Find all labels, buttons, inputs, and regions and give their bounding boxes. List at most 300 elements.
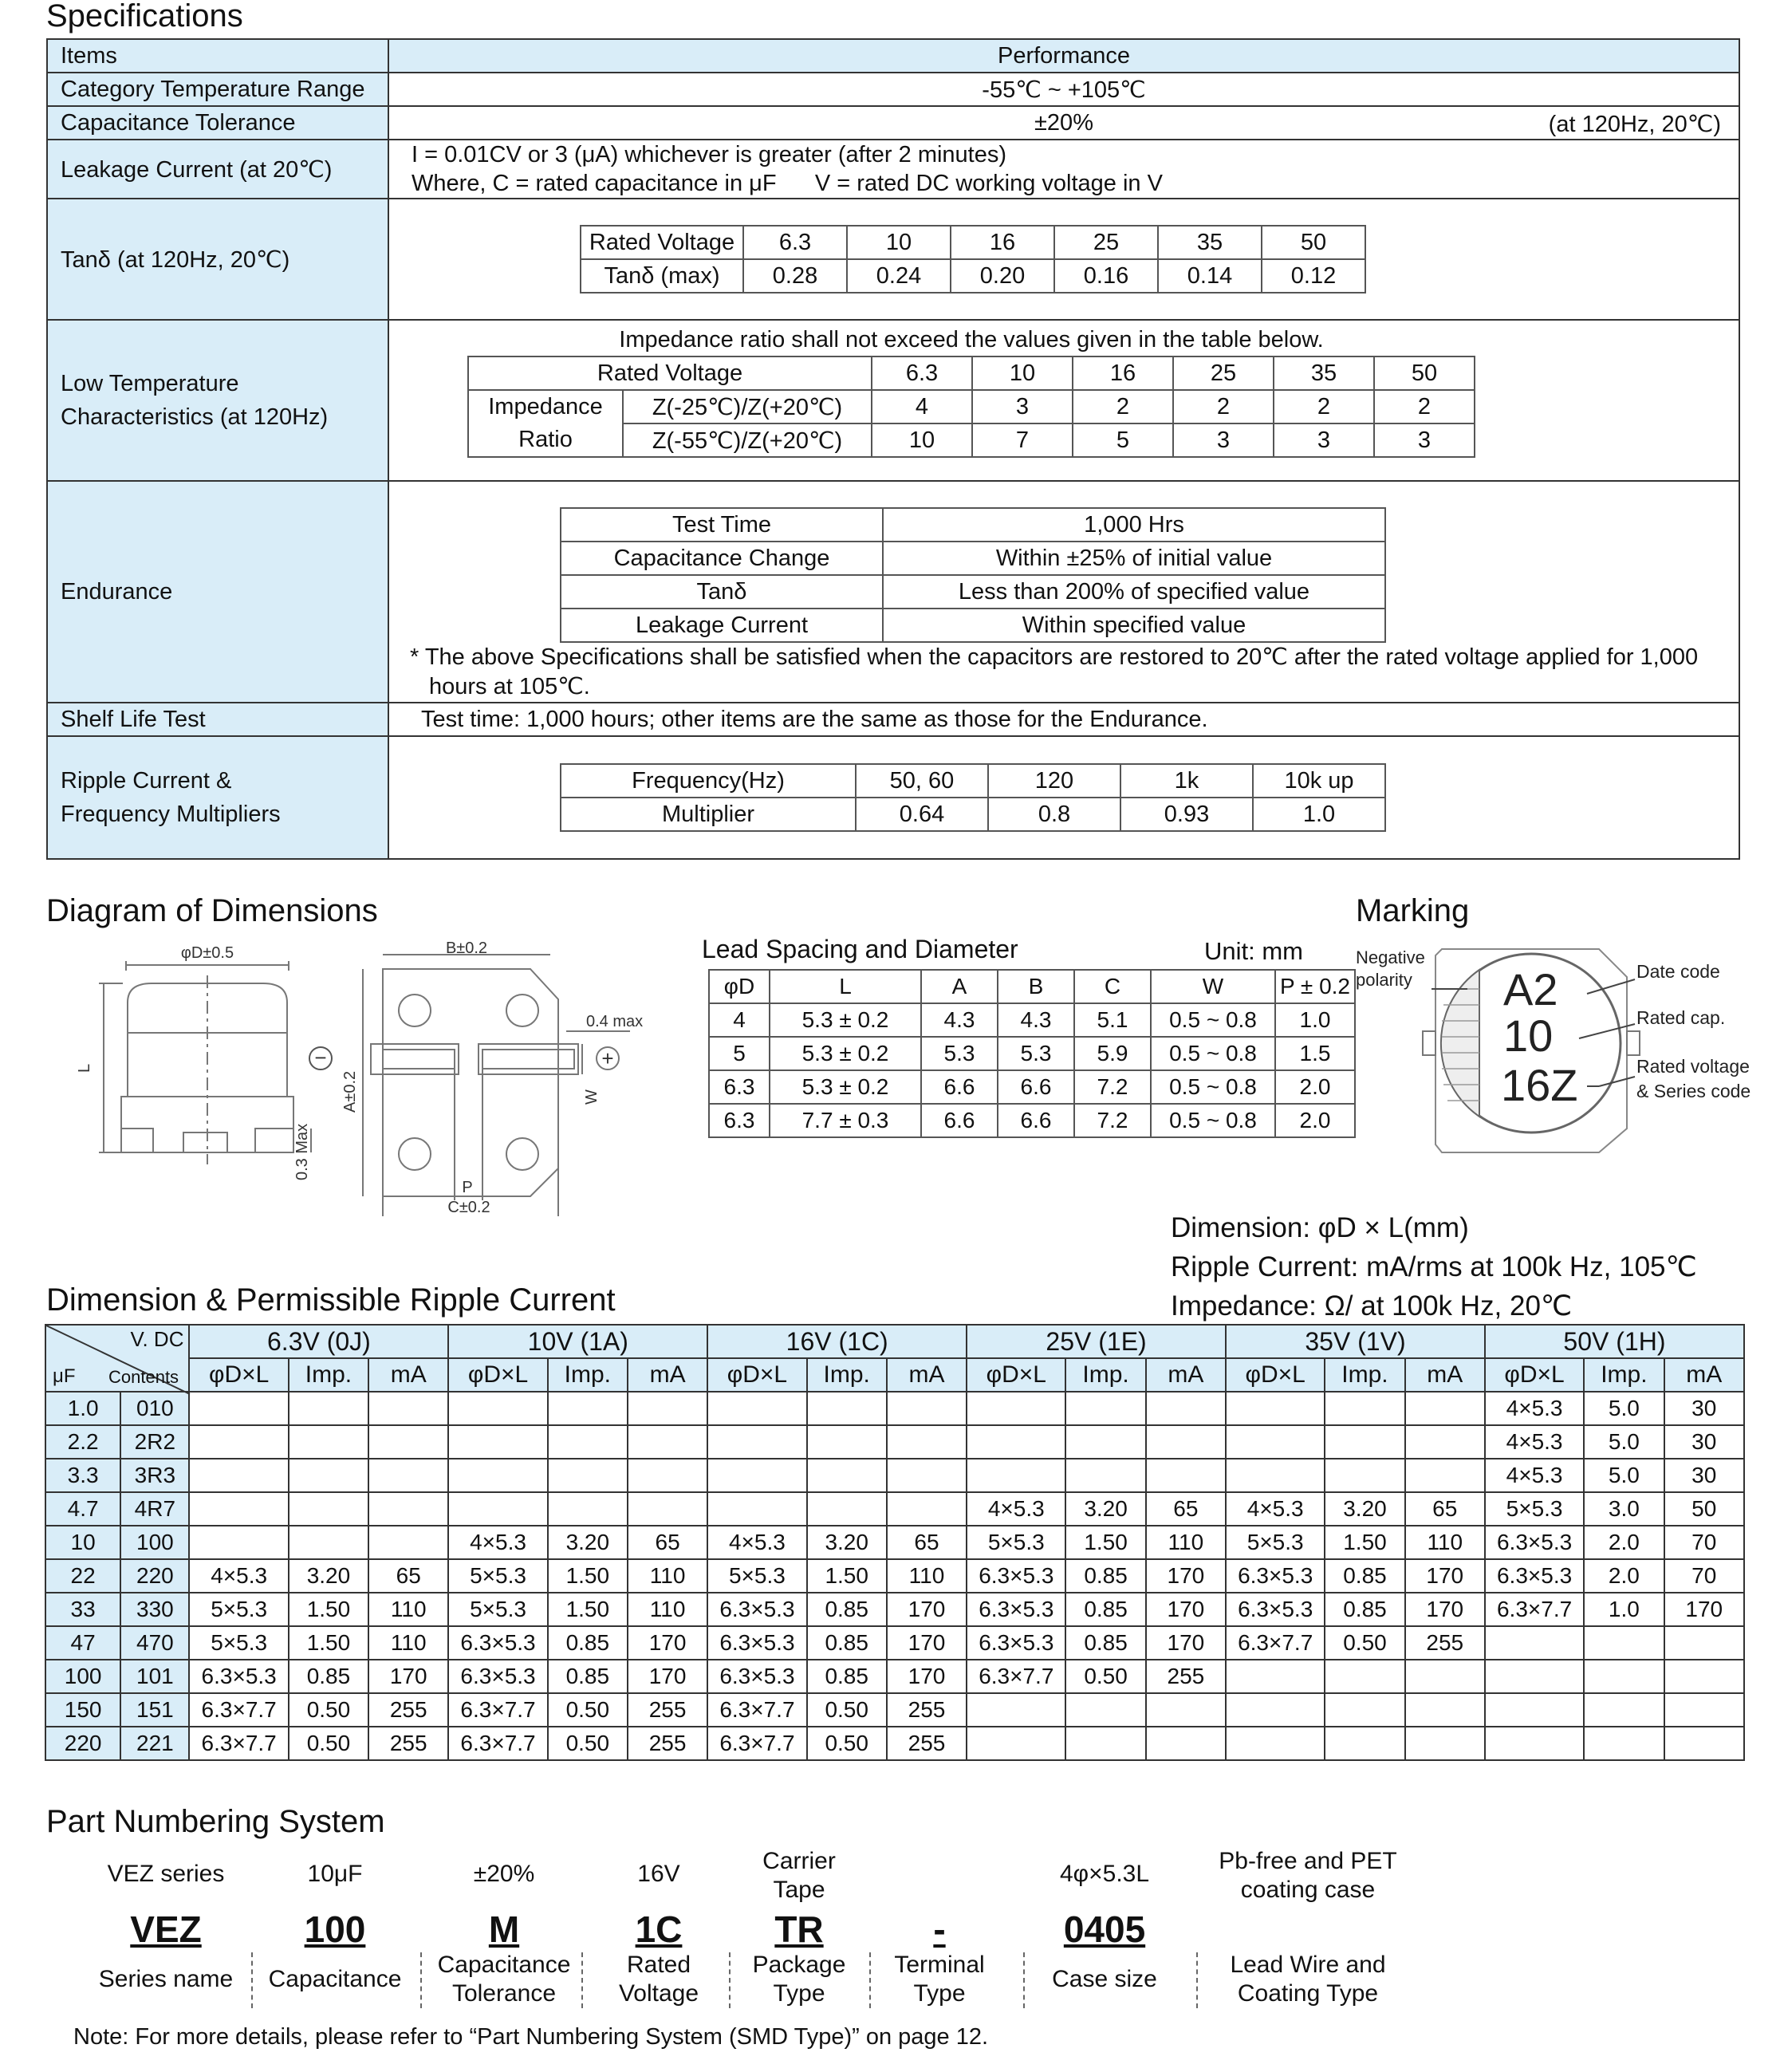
- dim-cell: 5.1: [1074, 1003, 1151, 1037]
- voltage-header: 50V (1H): [1485, 1325, 1744, 1358]
- end-key: Leakage Current: [561, 609, 883, 642]
- ripple-cell: 1.50: [1065, 1526, 1145, 1559]
- ripple-subheader: φD×L: [189, 1358, 288, 1392]
- code-cell: 2R2: [120, 1425, 189, 1459]
- part-bottom-label: Terminal Type: [894, 1952, 985, 2007]
- ripple-cell: 0.50: [289, 1693, 368, 1727]
- capacitance-cell: 33: [45, 1593, 120, 1626]
- part-separator: [1023, 1952, 1025, 2008]
- ripple-subheader: Imp.: [289, 1358, 368, 1392]
- low-temp-label-1: Low Temperature: [61, 371, 239, 396]
- ripple-cell: 6.3×7.7: [1226, 1626, 1325, 1660]
- ripple-cell: [448, 1459, 547, 1492]
- ripple-cell: [1146, 1693, 1226, 1727]
- part-code: 1C: [635, 1909, 683, 1950]
- low-b: 3: [1274, 423, 1374, 457]
- mult-val: 0.64: [856, 798, 988, 831]
- ripple-cell: 5×5.3: [1485, 1492, 1584, 1526]
- dim-cell: 0.5 ~ 0.8: [1151, 1037, 1275, 1070]
- unit-label: Unit: mm: [1204, 937, 1303, 965]
- ripple-cell: [628, 1459, 707, 1492]
- lead-spacing-title: Lead Spacing and Diameter: [702, 935, 1018, 963]
- part-code: 100: [304, 1909, 366, 1950]
- tan-val: 0.24: [847, 259, 951, 293]
- table-row: [709, 1104, 1355, 1137]
- endurance-label: Endurance: [47, 481, 388, 703]
- ripple-subheader: mA: [887, 1358, 967, 1392]
- ripple-cell: [967, 1693, 1065, 1727]
- z25-label: Z(-25℃)/Z(+20℃): [623, 390, 872, 423]
- part-code: 0405: [1063, 1909, 1146, 1950]
- dim-cell: 5.3 ± 0.2: [770, 1070, 921, 1104]
- dim-cell: 0.5 ~ 0.8: [1151, 1070, 1275, 1104]
- ripple-cell: 170: [1146, 1593, 1226, 1626]
- ripple-cell: 2.0: [1584, 1559, 1664, 1593]
- low-a: 2: [1173, 390, 1274, 423]
- ripple-cell: [1664, 1660, 1745, 1693]
- table-row: [45, 1593, 1744, 1626]
- ripple-cell: 65: [887, 1526, 967, 1559]
- ripple-cell: [1405, 1425, 1485, 1459]
- ripple-cell: 6.3×5.3: [1485, 1526, 1584, 1559]
- ripple-cell: 0.50: [548, 1693, 628, 1727]
- part-code: TR: [774, 1909, 824, 1950]
- ripple-cell: [368, 1526, 448, 1559]
- ripple-cell: [189, 1526, 288, 1559]
- tolerance-label: Capacitance Tolerance: [47, 106, 388, 140]
- leakage-label: Leakage Current (at 20℃): [47, 140, 388, 199]
- part-bottom-label: Series name: [98, 1966, 234, 1992]
- ripple-cell: [1065, 1693, 1145, 1727]
- part-bottom-label: Capacitance Tolerance: [437, 1952, 571, 2007]
- ripple-cell: 6.3×7.7: [967, 1660, 1065, 1693]
- dim-header: C: [1074, 970, 1151, 1003]
- ripple-cell: [1584, 1727, 1664, 1760]
- ripple-cell: [1485, 1626, 1584, 1660]
- ripple-cell: 5×5.3: [448, 1593, 547, 1626]
- low-b: 3: [1173, 423, 1274, 457]
- ripple-cell: 6.3×5.3: [1485, 1559, 1584, 1593]
- shelf-label: Shelf Life Test: [47, 703, 388, 736]
- ripple-cell: [1065, 1392, 1145, 1425]
- ripple-cell: 30: [1664, 1392, 1745, 1425]
- ripple-cell: 4×5.3: [448, 1526, 547, 1559]
- code-cell: 100: [120, 1526, 189, 1559]
- part-separator: [251, 1952, 253, 2008]
- code-cell: 4R7: [120, 1492, 189, 1526]
- ripple-cell: [289, 1492, 368, 1526]
- marking-rated-voltage: 16Z: [1501, 1060, 1578, 1110]
- ripple-cell: [1405, 1459, 1485, 1492]
- ripple-cell: 6.3×5.3: [1226, 1593, 1325, 1626]
- part-top-label: 10μF: [307, 1861, 363, 1887]
- ripple-cell: 6.3×7.7: [707, 1693, 806, 1727]
- part-numbering-note: Note: For more details, please refer to “Part Numbering System (SMD Type)” on page 12.: [73, 2024, 989, 2050]
- date-code-label: Date code: [1636, 961, 1720, 982]
- ripple-cell: [548, 1492, 628, 1526]
- legend-ripple: Ripple Current: mA/rms at 100k Hz, 105℃: [1171, 1251, 1697, 1282]
- part-top-label: ±20%: [473, 1861, 535, 1887]
- ripple-cell: [628, 1425, 707, 1459]
- ripple-cell: 0.85: [807, 1660, 887, 1693]
- tan-val: 0.14: [1158, 259, 1262, 293]
- ripple-cell: [807, 1459, 887, 1492]
- voltage-header: 35V (1V): [1226, 1325, 1485, 1358]
- ripple-cell: 0.85: [1065, 1593, 1145, 1626]
- shelf-value: Test time: 1,000 hours; other items are the same as those for the Endurance.: [388, 703, 1739, 736]
- ripple-cell: 5.0: [1584, 1459, 1664, 1492]
- code-cell: 010: [120, 1392, 189, 1425]
- ripple-cell: [448, 1492, 547, 1526]
- ripple-cell: [368, 1492, 448, 1526]
- tan-val: 0.16: [1054, 259, 1158, 293]
- part-separator: [869, 1952, 871, 2008]
- ripple-subheader: mA: [1146, 1358, 1226, 1392]
- part-top-label: 16V: [637, 1861, 680, 1887]
- ripple-cell: [1226, 1727, 1325, 1760]
- ripple-cell: [368, 1459, 448, 1492]
- low-temp-cell: [388, 320, 1739, 481]
- b-label: B±0.2: [445, 939, 488, 957]
- low-a: 2: [1073, 390, 1173, 423]
- ripple-freq-label-2: Frequency Multipliers: [61, 802, 281, 827]
- ripple-cell: 6.3×5.3: [707, 1626, 806, 1660]
- w-label: W: [583, 1089, 601, 1105]
- ripple-cell: 170: [887, 1593, 967, 1626]
- ripple-cell: [1664, 1626, 1745, 1660]
- ripple-cell: 4×5.3: [1226, 1492, 1325, 1526]
- ripple-cell: [1325, 1459, 1404, 1492]
- code-cell: 470: [120, 1626, 189, 1660]
- ripple-cell: 5.0: [1584, 1425, 1664, 1459]
- part-code: M: [488, 1909, 520, 1950]
- tan-val: 0.28: [743, 259, 847, 293]
- table-row: [45, 1660, 1744, 1693]
- ripple-cell: [1226, 1693, 1325, 1727]
- endurance-note-2: hours at 105℃.: [429, 674, 590, 699]
- ripple-cell: 5.0: [1584, 1392, 1664, 1425]
- tan-v: 6.3: [743, 226, 847, 259]
- max-03-label: 0.3 Max: [293, 1123, 311, 1180]
- dim-header: B: [998, 970, 1074, 1003]
- ripple-cell: [189, 1492, 288, 1526]
- ripple-cell: 4×5.3: [967, 1492, 1065, 1526]
- part-code: VEZ: [130, 1909, 202, 1950]
- plus-sign: +: [601, 1046, 614, 1070]
- leakage-line-1: I = 0.01CV or 3 (μA) whichever is greater (after 2 minutes): [412, 142, 1007, 167]
- low-b: 5: [1073, 423, 1173, 457]
- part-bottom-label: Capacitance: [268, 1966, 402, 1992]
- marking-drawing: [1356, 941, 1754, 1148]
- table-row: [45, 1392, 1744, 1425]
- part-separator: [581, 1952, 583, 2008]
- part-bottom-label: Rated Voltage: [618, 1952, 699, 2007]
- legend-impedance: Impedance: Ω/ at 100k Hz, 20℃: [1171, 1290, 1573, 1322]
- temp-range-value: -55℃ ~ +105℃: [388, 73, 1739, 106]
- voltage-header: 10V (1A): [448, 1325, 707, 1358]
- ripple-subheader: φD×L: [448, 1358, 547, 1392]
- tolerance-note: (at 120Hz, 20℃): [1548, 112, 1721, 137]
- ripple-cell: 6.3×5.3: [967, 1626, 1065, 1660]
- dim-cell: 6.6: [921, 1104, 998, 1137]
- ripple-cell: [289, 1526, 368, 1559]
- dim-cell: 1.5: [1275, 1037, 1355, 1070]
- ripple-cell: 170: [1664, 1593, 1745, 1626]
- ripple-cell: [967, 1727, 1065, 1760]
- part-bottom-label: Lead Wire and Coating Type: [1230, 1952, 1386, 2007]
- ripple-cell: [1325, 1727, 1404, 1760]
- part-top-label: VEZ series: [107, 1861, 225, 1887]
- ripple-cell: [967, 1425, 1065, 1459]
- ripple-cell: [368, 1392, 448, 1425]
- table-row: [45, 1693, 1744, 1727]
- ripple-cell: 255: [628, 1727, 707, 1760]
- ripple-cell: [448, 1392, 547, 1425]
- ripple-cell: 4×5.3: [1485, 1425, 1584, 1459]
- end-key: Test Time: [561, 508, 883, 542]
- part-separator: [420, 1952, 422, 2008]
- leakage-line-2: Where, C = rated capacitance in μF V = rated DC working voltage in V: [412, 171, 1163, 196]
- low-b: 7: [972, 423, 1073, 457]
- ripple-cell: 255: [1405, 1626, 1485, 1660]
- endurance-note-1: * The above Specifications shall be satisfied when the capacitors are restored to 20℃ after the rated voltage applied for 1,000: [410, 644, 1699, 670]
- ripple-cell: [1325, 1392, 1404, 1425]
- freq-val: 120: [988, 764, 1120, 798]
- ripple-cell: [1146, 1392, 1226, 1425]
- dim-cell: 4.3: [921, 1003, 998, 1037]
- temp-range-label: Category Temperature Range: [47, 73, 388, 106]
- legend-dimension: Dimension: φD × L(mm): [1171, 1212, 1469, 1243]
- ripple-cell: 30: [1664, 1459, 1745, 1492]
- ripple-cell: 6.3×5.3: [189, 1660, 288, 1693]
- capacitance-cell: 4.7: [45, 1492, 120, 1526]
- phi-d-label: φD±0.5: [180, 944, 234, 962]
- low-a: 2: [1274, 390, 1374, 423]
- ripple-subheader: φD×L: [967, 1358, 1065, 1392]
- ripple-cell: [448, 1425, 547, 1459]
- ripple-cell: 6.3×5.3: [707, 1593, 806, 1626]
- dim-cell: 1.0: [1275, 1003, 1355, 1037]
- low-v: 25: [1173, 356, 1274, 390]
- table-row: [45, 1425, 1744, 1459]
- tan-v: 35: [1158, 226, 1262, 259]
- ripple-cell: [1325, 1425, 1404, 1459]
- code-cell: 221: [120, 1727, 189, 1760]
- ripple-cell: 5×5.3: [967, 1526, 1065, 1559]
- ripple-cell: 0.85: [807, 1626, 887, 1660]
- part-top-label: Pb-free and PET coating case: [1219, 1848, 1397, 1903]
- ripple-cell: 255: [628, 1693, 707, 1727]
- ripple-cell: [368, 1425, 448, 1459]
- ripple-cell: 170: [368, 1660, 448, 1693]
- ripple-cell: 6.3×7.7: [189, 1693, 288, 1727]
- ripple-cell: 6.3×7.7: [707, 1727, 806, 1760]
- capacitance-cell: 22: [45, 1559, 120, 1593]
- ripple-cell: 0.85: [1065, 1626, 1145, 1660]
- low-v: 6.3: [872, 356, 972, 390]
- voltage-header: 16V (1C): [707, 1325, 967, 1358]
- dim-cell: 6.3: [709, 1104, 770, 1137]
- table-row: [709, 1003, 1355, 1037]
- ripple-cell: [1405, 1660, 1485, 1693]
- tan-cell: [388, 199, 1739, 320]
- tan-v: 50: [1262, 226, 1365, 259]
- ripple-cell: 6.3×5.3: [967, 1593, 1065, 1626]
- ripple-cell: [967, 1392, 1065, 1425]
- dim-cell: 6.6: [998, 1070, 1074, 1104]
- ripple-cell: [1664, 1727, 1745, 1760]
- voltage-header: 6.3V (0J): [189, 1325, 448, 1358]
- dim-cell: 2.0: [1275, 1104, 1355, 1137]
- ripple-cell: [1325, 1660, 1404, 1693]
- ripple-cell: 65: [368, 1559, 448, 1593]
- leakage-cell: [388, 140, 1739, 199]
- dim-header: W: [1151, 970, 1275, 1003]
- ripple-cell: 255: [887, 1727, 967, 1760]
- ripple-cell: 3.20: [807, 1526, 887, 1559]
- part-bottom-label: Package Type: [752, 1952, 846, 2007]
- ripple-cell: 170: [1146, 1626, 1226, 1660]
- dimension-drawing: [76, 937, 644, 1216]
- tan-v: 10: [847, 226, 951, 259]
- part-separator: [729, 1952, 731, 2008]
- marking-title: Marking: [1356, 893, 1470, 928]
- ripple-title: Dimension & Permissible Ripple Current: [46, 1282, 616, 1318]
- ripple-cell: 110: [368, 1593, 448, 1626]
- ripple-cell: 255: [368, 1727, 448, 1760]
- ripple-cell: [189, 1425, 288, 1459]
- ripple-cell: [1226, 1660, 1325, 1693]
- ripple-cell: [1485, 1660, 1584, 1693]
- ripple-cell: [1584, 1660, 1664, 1693]
- tan-rv-header: Rated Voltage: [581, 226, 743, 259]
- ripple-cell: [707, 1392, 806, 1425]
- ripple-cell: [1405, 1392, 1485, 1425]
- ripple-cell: 1.50: [289, 1593, 368, 1626]
- table-row: [709, 1037, 1355, 1070]
- ripple-cell: 0.50: [807, 1727, 887, 1760]
- part-numbering-title: Part Numbering System: [46, 1804, 385, 1839]
- ripple-cell: [289, 1425, 368, 1459]
- tolerance-cell: [388, 106, 1739, 140]
- dim-cell: 5.3: [921, 1037, 998, 1070]
- ripple-cell: [548, 1425, 628, 1459]
- tan-val: 0.20: [951, 259, 1054, 293]
- dim-cell: 2.0: [1275, 1070, 1355, 1104]
- endurance-table: [560, 507, 1386, 643]
- end-val: Within ±25% of initial value: [883, 542, 1385, 575]
- ripple-cell: 255: [887, 1693, 967, 1727]
- ripple-cell: 0.50: [1065, 1660, 1145, 1693]
- low-b: 3: [1374, 423, 1475, 457]
- ripple-cell: 3.20: [1325, 1492, 1404, 1526]
- table-row: [45, 1526, 1744, 1559]
- ripple-cell: [1146, 1425, 1226, 1459]
- ripple-cell: 0.85: [807, 1593, 887, 1626]
- ripple-cell: 6.3×5.3: [448, 1626, 547, 1660]
- endurance-cell: [388, 481, 1739, 703]
- code-cell: 220: [120, 1559, 189, 1593]
- ripple-cell: 65: [1146, 1492, 1226, 1526]
- low-a: 2: [1374, 390, 1475, 423]
- multiplier-header: Multiplier: [561, 798, 856, 831]
- ripple-cell: 1.0: [1584, 1593, 1664, 1626]
- specifications-title: Specifications: [46, 0, 243, 33]
- capacitance-cell: 150: [45, 1693, 120, 1727]
- ripple-subheader: mA: [1405, 1358, 1485, 1392]
- ripple-cell: [1065, 1425, 1145, 1459]
- ripple-cell: [887, 1392, 967, 1425]
- ripple-cell: 70: [1664, 1559, 1745, 1593]
- ripple-cell: 1.50: [548, 1559, 628, 1593]
- ripple-cell: 3.20: [289, 1559, 368, 1593]
- ripple-cell: 0.85: [289, 1660, 368, 1693]
- ripple-subheader: Imp.: [1584, 1358, 1664, 1392]
- dim-header: φD: [709, 970, 770, 1003]
- dim-cell: 7.7 ± 0.3: [770, 1104, 921, 1137]
- ripple-cell: 110: [628, 1559, 707, 1593]
- ratio-label: Ratio: [468, 423, 623, 457]
- rated-cap-label: Rated cap.: [1636, 1007, 1726, 1028]
- ripple-cell: [807, 1425, 887, 1459]
- uf-label: μF: [53, 1365, 76, 1387]
- dim-cell: 4: [709, 1003, 770, 1037]
- dim-cell: 0.5 ~ 0.8: [1151, 1104, 1275, 1137]
- capacitance-cell: 220: [45, 1727, 120, 1760]
- ripple-cell: [1664, 1693, 1745, 1727]
- dim-cell: 7.2: [1074, 1104, 1151, 1137]
- ripple-cell: [1405, 1727, 1485, 1760]
- negative-polarity-label-1: Negative: [1356, 947, 1425, 967]
- ripple-cell: 3.0: [1584, 1492, 1664, 1526]
- ripple-cell: 170: [1146, 1559, 1226, 1593]
- freq-val: 10k up: [1253, 764, 1385, 798]
- ripple-cell: 6.3×7.7: [448, 1727, 547, 1760]
- ripple-cell: 110: [628, 1593, 707, 1626]
- ripple-subheader: mA: [1664, 1358, 1745, 1392]
- ripple-header-row: [45, 1325, 1744, 1358]
- ripple-cell: 5×5.3: [189, 1593, 288, 1626]
- ripple-subheader: Imp.: [548, 1358, 628, 1392]
- ripple-cell: 5×5.3: [189, 1626, 288, 1660]
- part-top-label: Carrier Tape: [762, 1848, 836, 1903]
- ripple-cell: 1.50: [548, 1593, 628, 1626]
- ripple-subheader: Imp.: [807, 1358, 887, 1392]
- ripple-cell: [548, 1392, 628, 1425]
- ripple-cell: 30: [1664, 1425, 1745, 1459]
- end-val: Less than 200% of specified value: [883, 575, 1385, 609]
- ripple-cell: [189, 1459, 288, 1492]
- freq-val: 50, 60: [856, 764, 988, 798]
- p-label: P: [462, 1179, 473, 1196]
- end-key: Tanδ: [561, 575, 883, 609]
- vdc-label: V. DC: [130, 1327, 184, 1351]
- ripple-cell: [887, 1492, 967, 1526]
- ripple-cell: [628, 1392, 707, 1425]
- mult-val: 0.8: [988, 798, 1120, 831]
- impedance-label: Impedance: [468, 390, 623, 423]
- ripple-cell: [1146, 1459, 1226, 1492]
- ripple-cell: 110: [1146, 1526, 1226, 1559]
- ripple-freq-label: [47, 736, 388, 859]
- marking-date-code: A2: [1503, 964, 1558, 1014]
- ripple-cell: [967, 1459, 1065, 1492]
- ripple-cell: [289, 1392, 368, 1425]
- legend-block: [1171, 1208, 1697, 1326]
- ripple-cell: 170: [628, 1626, 707, 1660]
- dim-cell: 5.9: [1074, 1037, 1151, 1070]
- part-code: -: [933, 1909, 946, 1950]
